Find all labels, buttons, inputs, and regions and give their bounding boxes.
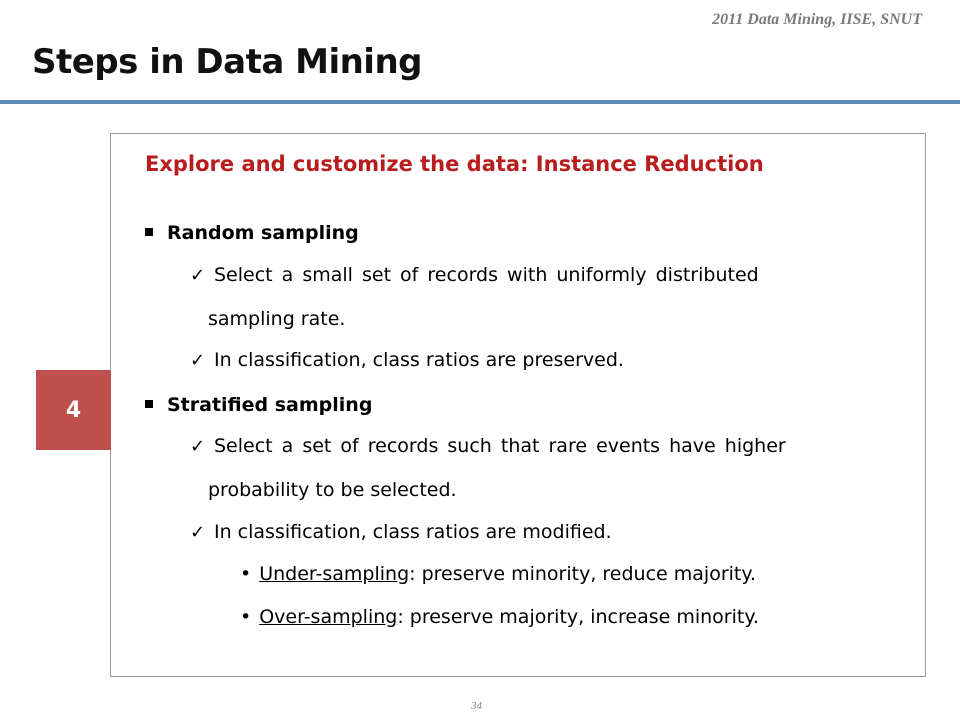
- square-bullet-icon: [145, 400, 153, 408]
- section-heading: Explore and customize the data: Instance Reduction: [145, 152, 764, 176]
- stratified-sampling-point-1-cont: probability to be selected.: [208, 479, 457, 501]
- stratified-sampling-point-1-text-a: Select a set of records such that rare events have higher: [214, 435, 786, 457]
- check-icon: ✓: [190, 436, 206, 457]
- under-sampling-desc: : preserve minority, reduce majority.: [409, 563, 756, 585]
- random-sampling-point-1-cont: sampling rate.: [208, 308, 346, 330]
- over-sampling-desc: : preserve majority, increase minority.: [397, 606, 759, 628]
- under-sampling-item: [240, 563, 756, 585]
- page-number: 34: [471, 700, 482, 712]
- bullet-dot-icon: •: [240, 563, 252, 585]
- stratified-sampling-label: Stratified sampling: [167, 394, 373, 416]
- slide-title: Steps in Data Mining: [32, 42, 422, 82]
- random-sampling-point-1: [190, 264, 759, 286]
- over-sampling-item: [240, 606, 759, 628]
- random-sampling-item: [145, 222, 359, 244]
- check-icon: ✓: [190, 350, 206, 371]
- random-sampling-point-2: [190, 349, 624, 371]
- stratified-sampling-point-2-text: In classification, class ratios are modified.: [214, 521, 612, 543]
- step-number-badge: 4: [36, 370, 111, 450]
- stratified-sampling-item: [145, 394, 372, 416]
- stratified-sampling-point-1: [190, 435, 786, 457]
- over-sampling-term: Over-sampling: [259, 606, 398, 628]
- random-sampling-label: Random sampling: [167, 222, 359, 244]
- random-sampling-point-2-text: In classification, class ratios are preserved.: [214, 349, 624, 371]
- stratified-sampling-point-2: [190, 521, 612, 543]
- course-header: 2011 Data Mining, IISE, SNUT: [712, 11, 922, 28]
- square-bullet-icon: [145, 228, 153, 236]
- under-sampling-term: Under-sampling: [259, 563, 410, 585]
- check-icon: ✓: [190, 265, 206, 286]
- title-divider: [0, 100, 960, 104]
- random-sampling-point-1-text-a: Select a small set of records with uniformly distributed: [214, 264, 759, 286]
- check-icon: ✓: [190, 522, 206, 543]
- bullet-dot-icon: •: [240, 606, 252, 628]
